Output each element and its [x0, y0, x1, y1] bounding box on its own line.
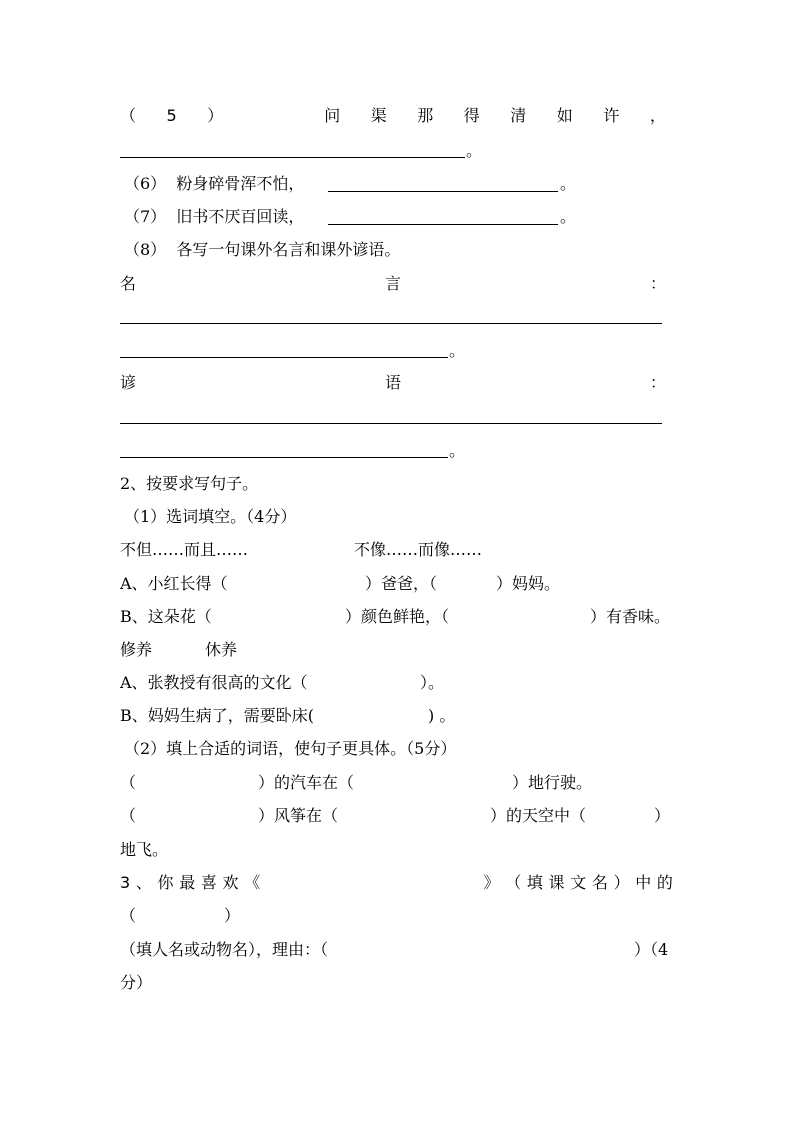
item5-char: （: [120, 106, 137, 125]
q1-item6: （6） 粉身碎骨浑不怕，: [124, 174, 305, 193]
mingyan-label: 名 言 ：: [120, 274, 666, 293]
q2-sub2: （2）填上合适的词语，使句子更具体。（5分）: [124, 739, 457, 758]
item5-char: 许: [603, 106, 620, 125]
item5-char: 5: [166, 106, 177, 125]
yanyu-label: 谚 语 ：: [120, 373, 666, 392]
sentence-part: ）的天空中（: [490, 806, 587, 825]
item5-char: ）: [207, 106, 224, 125]
answer-blank[interactable]: [328, 224, 558, 225]
q3-line3: （填人名或动物名），理由：（: [120, 940, 329, 959]
sentence-a-part: ）爸爸，（: [365, 574, 438, 593]
item5-char: 如: [556, 106, 573, 125]
item5-char: 问: [324, 106, 341, 125]
q3-line3-end: ）（4: [634, 940, 669, 959]
item5-char: 那: [417, 106, 434, 125]
sentence-part: B、妈妈生病了，需要卧床(: [120, 706, 315, 725]
option-b: 不像……而像……: [354, 540, 483, 559]
sentence-a-part: A、小红长得（: [120, 574, 228, 593]
word-option: 休养: [205, 640, 238, 659]
answer-blank[interactable]: [120, 323, 662, 324]
sentence-b-part: B、这朵花（: [120, 607, 212, 626]
sentence-part: ）风筝在（: [258, 806, 339, 825]
period: 。: [466, 141, 483, 160]
period: 。: [560, 207, 577, 226]
answer-blank[interactable]: [328, 191, 558, 192]
sentence-part: ）的汽车在（: [258, 773, 355, 792]
period: 。: [449, 441, 466, 460]
item5-char: 渠: [370, 106, 387, 125]
word-option: 修养: [120, 640, 153, 659]
q3-line1: 3 、 你 最 喜 欢 《 》 （ 填 课 文 名 ） 中 的: [120, 873, 673, 892]
sentence-part: 地飞。: [120, 840, 169, 859]
period: 。: [449, 341, 466, 360]
q2-sub1: （1）选词填空。（4分）: [124, 507, 297, 526]
q3-line2-close: ）: [224, 906, 241, 925]
sentence-part: ）地行驶。: [512, 773, 593, 792]
sentence-part: ）: [654, 806, 671, 825]
q1-item8: （8） 各写一句课外名言和课外谚语。: [124, 240, 401, 259]
sentence-b-part: ）有香味。: [590, 607, 671, 626]
option-a: 不但……而且……: [120, 540, 249, 559]
sentence-part: ) 。: [428, 706, 456, 725]
sentence-part: （: [120, 806, 137, 825]
answer-blank[interactable]: [120, 157, 465, 158]
item5-char: 得: [463, 106, 480, 125]
answer-blank[interactable]: [120, 357, 448, 358]
sentence-part: （: [120, 773, 137, 792]
q3-line4: 分）: [120, 973, 153, 992]
item5-char: ，: [649, 106, 666, 125]
period: 。: [560, 174, 577, 193]
q2-title: 2、按要求写句子。: [120, 474, 259, 493]
sentence-b-part: ）颜色鲜艳，（: [345, 607, 450, 626]
item5-char: 清: [510, 106, 527, 125]
q3-line2-open: （: [120, 906, 137, 925]
answer-blank[interactable]: [120, 423, 662, 424]
q1-item5-line: [120, 106, 666, 126]
answer-blank[interactable]: [120, 457, 448, 458]
sentence-part: A、张教授有很高的文化（: [120, 673, 308, 692]
q1-item7: （7） 旧书不厌百回读，: [124, 207, 305, 226]
sentence-a-part: ）妈妈。: [496, 574, 561, 593]
sentence-part: ）。: [420, 673, 445, 692]
